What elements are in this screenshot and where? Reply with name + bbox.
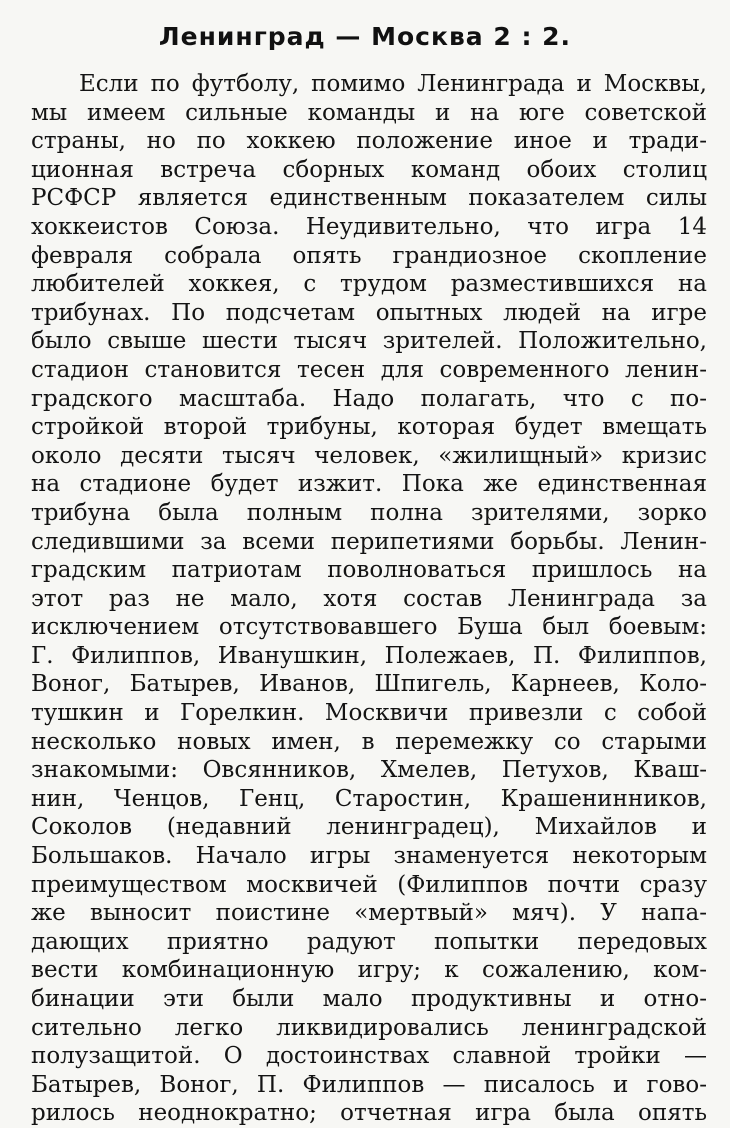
article-line: трибуна была полным полна зрителями, зорко (31, 499, 707, 526)
article-line: знакомыми: Овсянников, Хмелев, Петухов, Кваш- (31, 757, 707, 784)
article-line: трибунах. По подсчетам опытных людей на игре (31, 299, 707, 326)
article-line: этот раз не мало, хотя состав Ленинграда за (31, 585, 707, 612)
article-line: Соколов (недавний ленинградец), Михайлов и (31, 814, 707, 841)
article-line: тушкин и Горелкин. Москвичи привезли с собой (31, 700, 707, 727)
article-line: Батырев, Воног, П. Филиппов — писалось и гово- (31, 1071, 707, 1098)
article-line: полузащитой. О достоинствах славной тройки — (31, 1043, 707, 1070)
article-line: исключением отсутствовавшего Буша был боевым: (31, 614, 707, 641)
article-line: нин, Ченцов, Генц, Старостин, Крашенинников, (31, 785, 707, 812)
article-line: следившими за всеми перипетиями борьбы. Ленин- (31, 528, 707, 555)
article-line: градским патриотам поволноваться пришлось на (31, 557, 707, 584)
article-line: ционная встреча сборных команд обоих столиц (31, 156, 707, 183)
article-line: стройкой второй трибуны, которая будет вмещать (31, 414, 707, 441)
article-line: бинации эти были мало продуктивны и отно- (31, 986, 707, 1012)
article-line: же выносит поистине «мертвый» мяч). У напа- (31, 900, 707, 927)
article-line: февраля собрала опять грандиозное скопление (31, 242, 707, 269)
article-line: хоккеистов Союза. Неудивительно, что игра 14 (31, 213, 707, 240)
article-line: страны, но по хоккею положение иное и тради- (31, 128, 707, 155)
article-line: преимуществом москвичей (Филиппов почти сразу (31, 871, 707, 898)
article-line: мы имеем сильные команды и на юге советской (31, 99, 707, 126)
article-line: Воног, Батырев, Иванов, Шпигель, Карнеев, Коло- (31, 671, 707, 698)
article-line: РСФСР является единственным показателем силы (31, 185, 707, 212)
article-line: стадион становится тесен для современного ленин- (31, 356, 707, 383)
article-line: вести комбинационную игру; к сожалению, ком- (31, 957, 707, 984)
article-line: дающих приятно радуют попытки передовых (31, 928, 707, 955)
article-line: любителей хоккея, с трудом разместившихся на (31, 271, 707, 298)
article-line: Большаков. Начало игры знаменуется некоторым (31, 843, 707, 870)
article-line: на стадионе будет изжит. Пока же единственная (31, 471, 707, 498)
article-line: сительно легко ликвидировались ленинградской (31, 1014, 707, 1041)
article-line: Г. Филиппов, Иванушкин, Полежаев, П. Филиппов, (31, 642, 707, 669)
article-line: около десяти тысяч человек, «жилищный» кризис (31, 442, 707, 469)
article-line: рилось неоднократно; отчетная игра была опять (31, 1100, 707, 1127)
article-line: было свыше шести тысяч зрителей. Положительно, (31, 328, 707, 355)
article-line: несколько новых имен, в перемежку со старыми (31, 728, 707, 755)
article-title: Ленинград — Москва 2 : 2. (158, 22, 572, 51)
article-body (31, 70, 707, 1128)
article-line: градского масштаба. Надо полагать, что с по- (31, 385, 707, 412)
article-line: Если по футболу, помимо Ленинграда и Москвы, (79, 71, 707, 97)
